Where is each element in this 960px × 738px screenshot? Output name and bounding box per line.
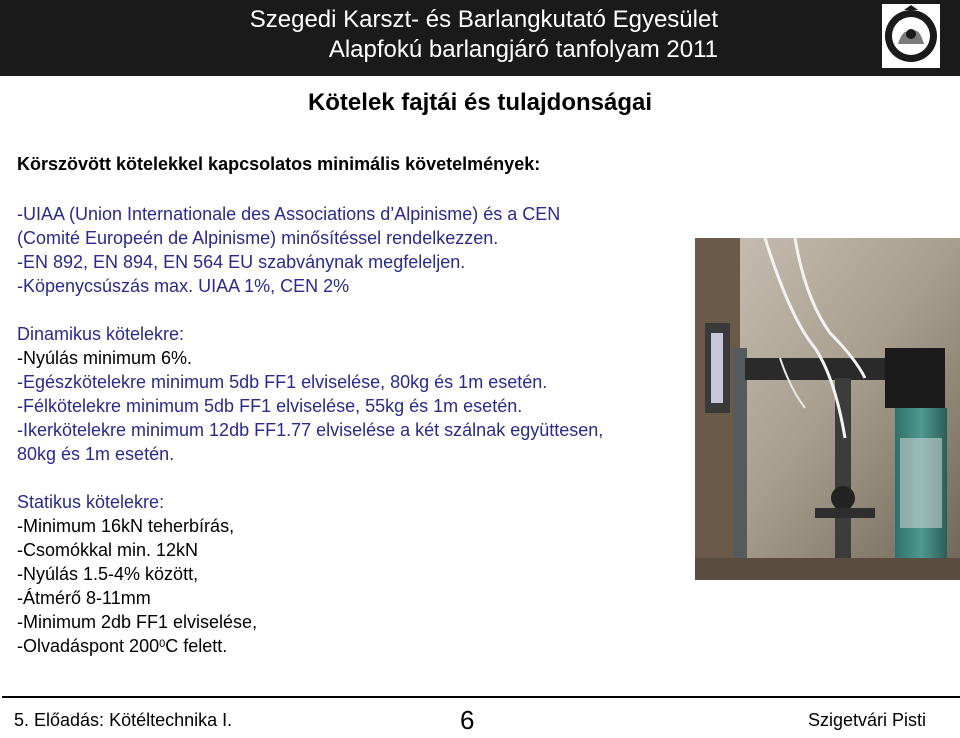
list-item: -Átmérő 8-11mm: [17, 588, 151, 608]
slide-title: Kötelek fajtái és tulajdonságai: [307, 89, 653, 116]
header-band: [0, 0, 960, 76]
list-item: -Nyúlás minimum 6%.: [17, 348, 193, 368]
melting-suffix: C felett.: [165, 636, 228, 656]
list-item: -Köpenycsúszás max. UIAA 1%, CEN 2%: [17, 276, 350, 296]
footer-lecture: 5. Előadás: Kötéltechnika I.: [14, 710, 233, 730]
list-item-melting-point: [17, 634, 697, 658]
section-heading-static: Statikus kötelekre:: [17, 492, 165, 512]
slide-subtitle: Körszövött kötelekkel kapcsolatos minimális követelmények:: [17, 154, 541, 174]
melting-superscript: 0: [159, 638, 166, 650]
list-item: -Egészkötelekre minimum 5db FF1 elviselése, 80kg és 1m esetén.: [17, 372, 548, 392]
page-number: 6: [460, 705, 475, 735]
footer-author: Szigetvári Pisti: [807, 710, 926, 730]
list-item: -Ikerkötelekre minimum 12db FF1.77 elviselése a két szálnak együttesen,: [17, 420, 604, 440]
section-heading-dynamic: Dinamikus kötelekre:: [17, 324, 185, 344]
melting-prefix: -Olvadáspont 200: [17, 636, 160, 656]
list-item: (Comité Europeén de Alpinisme) minősítéssel rendelkezzen.: [17, 228, 499, 248]
club-emblem-icon: [882, 4, 940, 68]
list-item: -Minimum 2db FF1 elviselése,: [17, 612, 258, 632]
rope-test-rig-photo: [695, 238, 960, 580]
spacer: [17, 466, 697, 490]
list-item: -Csomókkal min. 12kN: [17, 540, 199, 560]
list-item: 80kg és 1m esetén.: [17, 444, 175, 464]
list-item: -UIAA (Union Internationale des Associations d’Alpinisme) és a CEN: [17, 204, 561, 224]
footer-divider: [2, 696, 960, 698]
list-item: -Félkötelekre minimum 5db FF1 elviselése, 55kg és 1m esetén.: [17, 396, 523, 416]
header-course-name: Alapfokú barlangjáró tanfolyam 2011: [328, 36, 718, 63]
list-item: -Nyúlás 1.5-4% között,: [17, 564, 199, 584]
requirements-list: [17, 202, 697, 658]
list-item: -Minimum 16kN teherbírás,: [17, 516, 235, 536]
header-club-name: Szegedi Karszt- és Barlangkutató Egyesület: [249, 6, 718, 33]
spacer: [17, 298, 697, 322]
list-item: -EN 892, EN 894, EN 564 EU szabványnak megfeleljen.: [17, 252, 466, 272]
